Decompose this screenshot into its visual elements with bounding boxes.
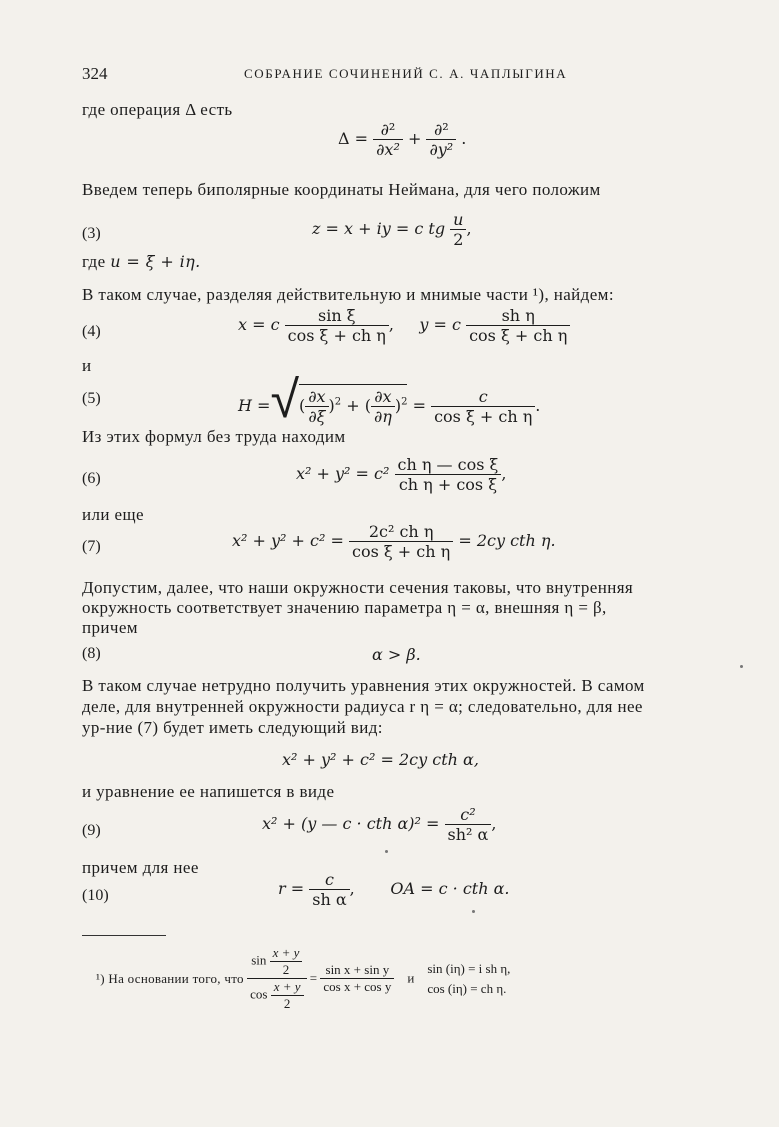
fraction (466, 306, 570, 345)
eq-part: . (535, 396, 541, 415)
text-line: причем для нее (82, 858, 199, 877)
fraction (450, 210, 466, 249)
fraction (349, 522, 453, 561)
sqrt-sign: √ (270, 370, 299, 430)
equation-6 (296, 455, 506, 494)
text-line: ур-ние (7) будет иметь следующий вид: (82, 718, 383, 737)
numerator: sh η (501, 306, 535, 325)
eq-part: H = (238, 396, 271, 415)
speck (472, 910, 475, 913)
eq-part: . (461, 129, 467, 148)
equation-number: (6) (82, 470, 101, 487)
numerator: u (453, 210, 464, 229)
text-line: причем (82, 618, 138, 637)
numerator: ∂² (433, 120, 449, 139)
footnote (96, 945, 510, 1012)
eq-part: и (407, 970, 415, 986)
fraction (247, 945, 306, 1012)
equation-10 (278, 870, 509, 909)
equation-4 (238, 306, 570, 345)
numerator (247, 945, 306, 978)
equation-number: (10) (82, 887, 109, 904)
denominator: sh² α (445, 824, 492, 844)
denominator (247, 978, 306, 1012)
denominator: 2 (270, 961, 303, 978)
denominator: cos ξ + ch η (349, 541, 453, 561)
fraction (285, 306, 389, 345)
fraction (305, 387, 328, 426)
text-line: Допустим, далее, что наши окружности сечения таковы, что внутренняя (82, 578, 634, 597)
text-line: Введем теперь биполярные координаты Нейманa, для чего положим (82, 180, 601, 199)
denominator: ch η + cos ξ (395, 474, 502, 494)
fraction (431, 387, 535, 426)
eq-part: cos (250, 986, 268, 1002)
identity: cos (iη) = ch η. (427, 980, 507, 996)
denominator: ∂y² (426, 139, 456, 159)
identity: sin (iη) = i sh η, (427, 961, 511, 976)
eq-part: Δ = (338, 129, 369, 148)
fraction (373, 120, 403, 159)
radicand: ( $\frac{\partial x}{\partial\xi}$ )$^2$ + ( $\frac{\partial x}{\partial\eta}$ )$^2$ (299, 384, 407, 426)
equation-9 (262, 805, 496, 844)
text-line: В таком случае, разделяя действительную и мнимые части ¹), найдем: (82, 285, 614, 304)
equation-number: (7) (82, 538, 101, 555)
equation-3 (312, 210, 472, 249)
fraction (309, 870, 349, 909)
fraction (395, 455, 502, 494)
speck (385, 850, 388, 853)
numerator: c (478, 387, 488, 406)
running-title: СОБРАНИЕ СОЧИНЕНИЙ С. А. ЧАПЛЫГИНА (244, 66, 568, 81)
text-line: и (82, 356, 92, 375)
equation-number: (4) (82, 323, 101, 340)
fraction (371, 387, 395, 426)
denominator: sh α (309, 889, 349, 909)
eq-part: , (388, 315, 394, 334)
equation-5 (238, 368, 541, 430)
denominator: 2 (271, 995, 304, 1012)
numerator: ch η — cos ξ (397, 455, 499, 474)
numerator: ∂x (308, 387, 326, 406)
eq-part: = 2cy cth η. (458, 531, 556, 550)
denominator: ∂x² (373, 139, 403, 159)
text-line: где операция Δ есть (82, 100, 233, 119)
eq-part: , (491, 814, 497, 833)
numerator: c² (460, 805, 476, 824)
denominator: cos ξ + ch η (431, 406, 535, 426)
text-line: или еще (82, 505, 144, 524)
fraction (445, 805, 492, 844)
equation-7 (232, 522, 556, 561)
speck (740, 665, 743, 668)
numerator: sin x + sin y (325, 962, 390, 977)
numerator: ∂x (374, 387, 392, 406)
eq-part: , (466, 219, 472, 238)
equation-number: (5) (82, 390, 101, 407)
fraction (320, 962, 394, 995)
numerator: x + y (272, 945, 300, 960)
fraction (270, 945, 303, 978)
eq-part: , (349, 879, 355, 898)
text-fragment: где (82, 252, 106, 271)
eq-part: + (346, 396, 360, 415)
footnote-rule (82, 935, 166, 936)
fraction (426, 120, 456, 159)
numerator: ∂² (380, 120, 396, 139)
eq-part: = (412, 396, 426, 415)
equation-8: α > β. (372, 645, 421, 664)
text-line: Из этих формул без труда находим (82, 427, 346, 446)
equation-circle: x² + y² + c² = 2cy cth α, (282, 750, 479, 769)
text-line: В таком случае нетрудно получить уравнения этих окружностей. В самом (82, 676, 645, 695)
denominator: cos ξ + ch η (466, 325, 570, 345)
denominator: cos ξ + ch η (285, 325, 389, 345)
equation-number: (8) (82, 645, 101, 662)
denominator: ∂η (371, 406, 395, 426)
text-line: и уравнение ее напишется в виде (82, 782, 335, 801)
denominator: cos x + cos y (320, 978, 394, 995)
eq-part: u = ξ + iη. (110, 252, 201, 271)
eq-part: x² + (y — c · cth α)² = (262, 814, 440, 833)
equation-delta (338, 120, 466, 159)
eq-part: x² + y² + c² = (232, 531, 344, 550)
eq-part: y = c (419, 315, 461, 334)
eq-part: OA = c · cth α. (390, 879, 510, 898)
eq-part: r = (278, 879, 305, 898)
eq-part: , (501, 464, 507, 483)
footnote-intro: ¹) На основании того, что (96, 970, 244, 986)
numerator: 2c² ch η (368, 522, 434, 541)
denominator: 2 (450, 229, 466, 249)
text-line (82, 252, 201, 272)
eq-part: sin (251, 952, 267, 968)
text-line: окружность соответствует значению параметра η = α, внешняя η = β, (82, 598, 607, 617)
page-number: 324 (82, 64, 108, 83)
text-line: деле, для внутренней окружности радиуса r η = α; следовательно, для нее (82, 697, 643, 716)
numerator: c (324, 870, 334, 889)
denominator: ∂ξ (305, 406, 328, 426)
eq-part: x² + y² = c² (296, 464, 390, 483)
equation-number: (3) (82, 225, 101, 242)
numerator: sin ξ (318, 306, 356, 325)
eq-part: = (309, 970, 318, 986)
eq-part: + (407, 129, 422, 148)
eq-part: x = c (238, 315, 280, 334)
fraction (271, 979, 304, 1012)
equation-number: (9) (82, 822, 101, 839)
numerator: x + y (273, 979, 301, 994)
identities (427, 959, 510, 998)
eq-part: z = x + iy = c tg (312, 219, 446, 238)
